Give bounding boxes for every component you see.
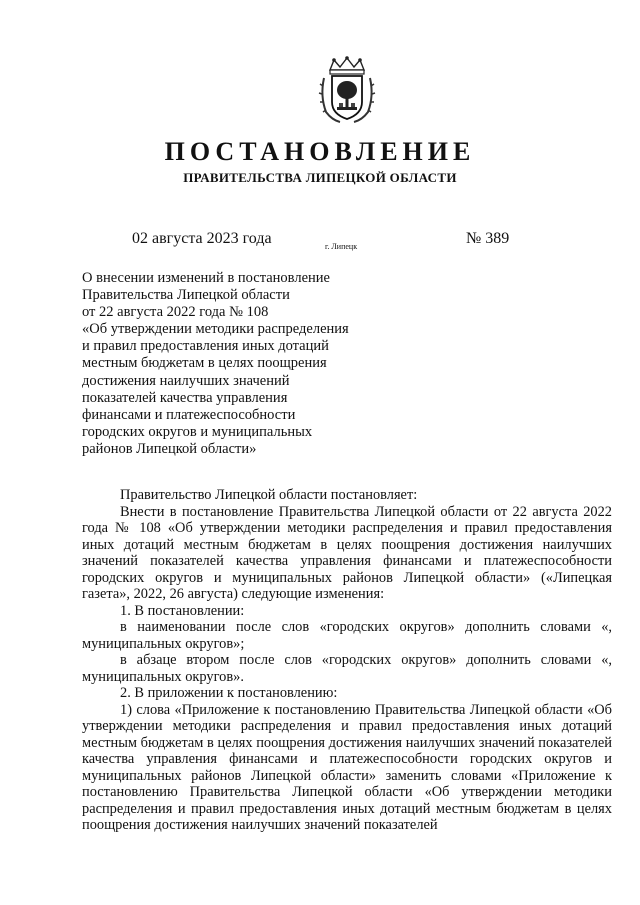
subject-line: достижения наилучших значений [82, 372, 290, 389]
body-paragraph: 1) слова «Приложение к постановлению Правительства Липецкой области «Об утверждении методики распределения и правил предоставления иных дотаций местным бюджетам в целях поощрения достижения наилучших значений показателей качества управления финансами и платежеспособности городских округов и муниципальных районов Липецкой области» заменить словами «Приложение к постановлению Правительства Липецкой области «Об утверждении методики распределения и правил предоставления иных дотаций местным бюджетам в целях поощрения достижения наилучших значений показателей [82, 701, 612, 833]
subject-line: финансами и платежеспособности [82, 406, 296, 423]
subject-line: Правительства Липецкой области [82, 287, 290, 304]
issuing-authority: ПРАВИТЕЛЬСТВА ЛИПЕЦКОЙ ОБЛАСТИ [183, 170, 457, 185]
document-subject [82, 270, 349, 458]
subject-line: О внесении изменений в постановление [82, 270, 330, 286]
body-paragraph: в абзаце втором после слов «городских округов» дополнить словами «, муниципальных округов». [82, 652, 612, 685]
subject-line: местным бюджетам в целях поощрения [82, 355, 327, 372]
lipetsk-region-coat-of-arms-icon [318, 56, 376, 124]
subject-line: от 22 августа 2022 года № 108 [82, 304, 269, 321]
subject-line: городских округов и муниципальных [82, 423, 313, 440]
document-date: 02 августа 2023 года [132, 230, 272, 247]
document-city: г. Липецк [325, 242, 358, 251]
body-paragraph-item: 2. В приложении к постановлению: [120, 685, 338, 701]
subject-line: районов Липецкой области» [82, 440, 257, 457]
subject-line: показателей качества управления [82, 389, 288, 406]
body-paragraph-preamble: Правительство Липецкой области постановляет: [120, 487, 418, 503]
body-paragraph-item: 1. В постановлении: [120, 602, 245, 619]
document-body [82, 487, 612, 834]
subject-line: и правил предоставления иных дотаций [82, 338, 329, 355]
body-paragraph: в наименовании после слов «городских округов» дополнить словами «, муниципальных округов»; [82, 619, 612, 652]
subject-line: «Об утверждении методики распределения [82, 321, 349, 338]
document-title: ПОСТАНОВЛЕНИЕ [164, 137, 476, 166]
document-number: № 389 [466, 230, 510, 247]
body-paragraph: Внести в постановление Правительства Липецкой области от 22 августа 2022 года № 108 «Об утверждении методики распределения и правил предоставления иных дотаций местным бюджетам в целях поощрения достижения наилучших значений показателей качества управления финансами и платежеспособности городских округов и муниципальных районов Липецкой области» («Липецкая газета», 2022, 26 августа) следующие изменения: [82, 503, 612, 602]
